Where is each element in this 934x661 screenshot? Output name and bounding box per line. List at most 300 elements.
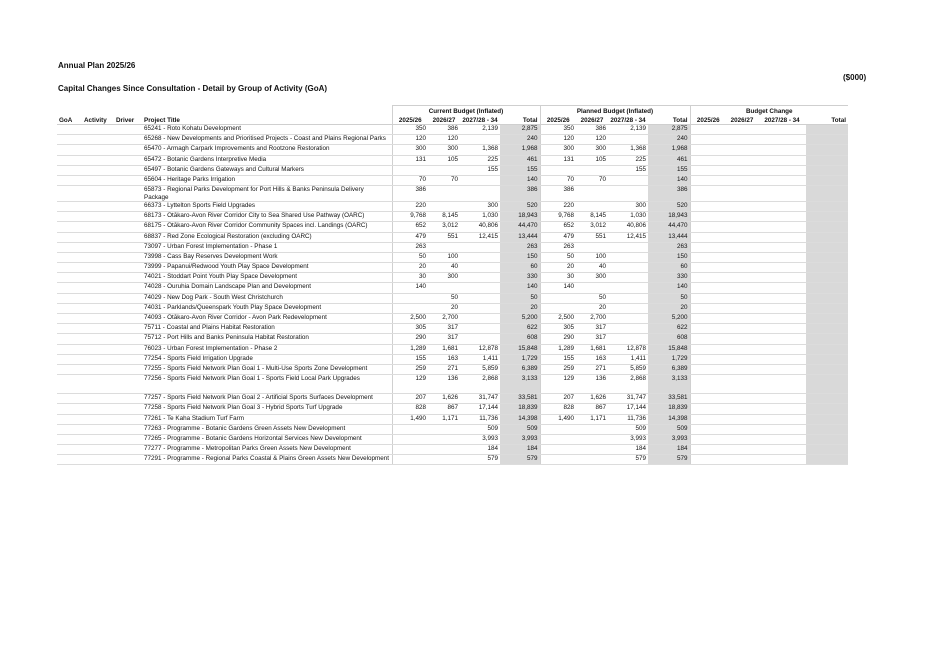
change-total-cell: [806, 364, 848, 374]
change-total-cell: [806, 455, 848, 465]
goa-cell: [57, 273, 82, 283]
planned-2025-26-cell: 2,500: [540, 314, 576, 324]
goa-cell: [57, 125, 82, 135]
current-2025-26-cell: 155: [392, 354, 428, 364]
planned-2026-27-cell: 317: [576, 334, 608, 344]
driver-cell: [114, 354, 142, 364]
current-2025-26-cell: 140: [392, 283, 428, 293]
current-2025-26-cell: [392, 434, 428, 444]
change-total-cell: [806, 283, 848, 293]
activity-cell: [82, 314, 114, 324]
change-total-cell: [806, 242, 848, 252]
current-2025-26-cell: 652: [392, 222, 428, 232]
table-row: [57, 165, 848, 175]
change-2027-34-cell: [758, 201, 806, 211]
change-2026-27-cell: [726, 334, 758, 344]
driver-cell: [114, 222, 142, 232]
activity-cell: [82, 145, 114, 155]
current-2026-27-cell: 300: [428, 145, 460, 155]
planned-2027-34-cell: 31,747: [608, 394, 648, 404]
current-2026-27-cell: 105: [428, 155, 460, 165]
current-2026-27-cell: 163: [428, 354, 460, 364]
change-total-cell: [806, 165, 848, 175]
planned-2027-34-cell: 2,868: [608, 375, 648, 394]
activity-cell: [82, 324, 114, 334]
change-2027-34-cell: [758, 283, 806, 293]
current-2027-34-cell: 300: [460, 201, 500, 211]
current-total-cell: 579: [500, 455, 540, 465]
planned-2025-26-cell: 131: [540, 155, 576, 165]
activity-cell: [82, 293, 114, 303]
table-row: [57, 283, 848, 293]
planned-2027-34-cell: [608, 334, 648, 344]
planned-total-cell: 1,968: [648, 145, 690, 155]
current-2025-26-cell: 30: [392, 273, 428, 283]
activity-cell: [82, 201, 114, 211]
goa-cell: [57, 165, 82, 175]
change-2026-27-cell: [726, 201, 758, 211]
goa-cell: [57, 293, 82, 303]
planned-2027-34-cell: [608, 242, 648, 252]
activity-cell: [82, 404, 114, 414]
planned-2027-34-cell: 40,806: [608, 222, 648, 232]
project-title-cell: 77265 - Programme - Botanic Gardens Horizontal Services New Development: [142, 434, 392, 444]
change-2025-26-cell: [690, 145, 726, 155]
change-2026-27-cell: [726, 155, 758, 165]
change-2025-26-cell: [690, 201, 726, 211]
driver-cell: [114, 414, 142, 424]
planned-2027-34-cell: [608, 175, 648, 185]
driver-cell: [114, 212, 142, 222]
planned-2027-34-cell: [608, 252, 648, 262]
activity-cell: [82, 155, 114, 165]
planned-total-cell: 140: [648, 175, 690, 185]
table-row: [57, 314, 848, 324]
change-2027-34-cell: [758, 414, 806, 424]
planned-2027-34-cell: 11,736: [608, 414, 648, 424]
planned-2026-27-cell: 3,012: [576, 222, 608, 232]
planned-2026-27-cell: [576, 434, 608, 444]
change-2027-34-cell: [758, 145, 806, 155]
table-body: [57, 125, 848, 465]
planned-2025-26-cell: 290: [540, 334, 576, 344]
planned-total-cell: 6,389: [648, 364, 690, 374]
current-total-cell: 140: [500, 283, 540, 293]
goa-cell: [57, 242, 82, 252]
col-planned-y1: 2025/26: [540, 115, 576, 125]
planned-2026-27-cell: 300: [576, 273, 608, 283]
change-2027-34-cell: [758, 354, 806, 364]
current-2025-26-cell: 70: [392, 175, 428, 185]
change-2027-34-cell: [758, 364, 806, 374]
change-2026-27-cell: [726, 232, 758, 242]
planned-2025-26-cell: 479: [540, 232, 576, 242]
planned-2026-27-cell: 50: [576, 293, 608, 303]
planned-2026-27-cell: 867: [576, 404, 608, 414]
current-2027-34-cell: 1,411: [460, 354, 500, 364]
project-title-cell: 77255 - Sports Field Network Plan Goal 1 - Multi-Use Sports Zone Development: [142, 364, 392, 374]
project-title-cell: 68173 - Ōtākaro-Avon River Corridor City to Sea Shared Use Pathway (OARC): [142, 212, 392, 222]
project-title-cell: 65873 - Regional Parks Development for Port Hills & Banks Peninsula Delivery Package: [142, 186, 392, 202]
project-title-cell: 77261 - Te Kaha Stadium Turf Farm: [142, 414, 392, 424]
current-2025-26-cell: 290: [392, 334, 428, 344]
activity-cell: [82, 334, 114, 344]
current-total-cell: 240: [500, 135, 540, 145]
current-2027-34-cell: [460, 242, 500, 252]
table-row: [57, 175, 848, 185]
goa-cell: [57, 201, 82, 211]
col-goa: GoA: [57, 115, 82, 125]
report-subtitle: Capital Changes Since Consultation - Detail by Group of Activity (GoA): [58, 84, 328, 93]
planned-2025-26-cell: 155: [540, 354, 576, 364]
table-row: [57, 334, 848, 344]
change-total-cell: [806, 201, 848, 211]
planned-2026-27-cell: 100: [576, 252, 608, 262]
change-total-cell: [806, 314, 848, 324]
current-2026-27-cell: 40: [428, 263, 460, 273]
project-title-cell: 77277 - Programme - Metropolitan Parks Green Assets New Development: [142, 445, 392, 455]
current-2027-34-cell: 12,415: [460, 232, 500, 242]
goa-cell: [57, 394, 82, 404]
col-activity: Activity: [82, 115, 114, 125]
current-2027-34-cell: 12,878: [460, 344, 500, 354]
current-2027-34-cell: [460, 263, 500, 273]
current-total-cell: 20: [500, 303, 540, 313]
change-total-cell: [806, 232, 848, 242]
col-planned-y2: 2026/27: [576, 115, 608, 125]
planned-total-cell: 155: [648, 165, 690, 175]
current-total-cell: 520: [500, 201, 540, 211]
change-2027-34-cell: [758, 242, 806, 252]
activity-cell: [82, 283, 114, 293]
change-total-cell: [806, 135, 848, 145]
goa-cell: [57, 283, 82, 293]
col-current-y2: 2026/27: [428, 115, 460, 125]
current-2026-27-cell: 1,681: [428, 344, 460, 354]
current-2026-27-cell: [428, 434, 460, 444]
change-2025-26-cell: [690, 273, 726, 283]
driver-cell: [114, 394, 142, 404]
current-2025-26-cell: 120: [392, 135, 428, 145]
table-row: [57, 201, 848, 211]
change-2026-27-cell: [726, 303, 758, 313]
current-2025-26-cell: [392, 424, 428, 434]
change-2025-26-cell: [690, 222, 726, 232]
current-2026-27-cell: 317: [428, 324, 460, 334]
planned-2025-26-cell: [540, 424, 576, 434]
current-2027-34-cell: [460, 273, 500, 283]
planned-total-cell: 140: [648, 283, 690, 293]
planned-2026-27-cell: 120: [576, 135, 608, 145]
current-total-cell: 50: [500, 293, 540, 303]
project-title-cell: 68175 - Ōtākaro-Avon River Corridor Community Spaces incl. Landings (OARC): [142, 222, 392, 232]
col-planned-total: Total: [648, 115, 690, 125]
change-total-cell: [806, 394, 848, 404]
change-2026-27-cell: [726, 455, 758, 465]
activity-cell: [82, 242, 114, 252]
planned-2026-27-cell: 1,626: [576, 394, 608, 404]
current-total-cell: 150: [500, 252, 540, 262]
change-2026-27-cell: [726, 212, 758, 222]
current-total-cell: 33,581: [500, 394, 540, 404]
planned-2025-26-cell: [540, 455, 576, 465]
planned-2026-27-cell: 163: [576, 354, 608, 364]
current-2026-27-cell: 867: [428, 404, 460, 414]
change-total-cell: [806, 404, 848, 414]
table-row: [57, 434, 848, 444]
project-title-cell: 65604 - Heritage Parks Irrigation: [142, 175, 392, 185]
current-2025-26-cell: 9,768: [392, 212, 428, 222]
current-2026-27-cell: 70: [428, 175, 460, 185]
current-2026-27-cell: [428, 201, 460, 211]
current-total-cell: 13,444: [500, 232, 540, 242]
driver-cell: [114, 201, 142, 211]
planned-2025-26-cell: 140: [540, 283, 576, 293]
planned-2026-27-cell: 317: [576, 324, 608, 334]
project-title-cell: 77254 - Sports Field Irrigation Upgrade: [142, 354, 392, 364]
goa-cell: [57, 145, 82, 155]
driver-cell: [114, 252, 142, 262]
planned-2026-27-cell: 8,145: [576, 212, 608, 222]
page-title: Annual Plan 2025/26: [58, 61, 136, 70]
table-row: [57, 354, 848, 364]
planned-2027-34-cell: 579: [608, 455, 648, 465]
current-2026-27-cell: 3,012: [428, 222, 460, 232]
activity-cell: [82, 424, 114, 434]
change-2025-26-cell: [690, 155, 726, 165]
planned-total-cell: 18,943: [648, 212, 690, 222]
planned-2027-34-cell: 5,859: [608, 364, 648, 374]
driver-cell: [114, 424, 142, 434]
project-title-cell: 75711 - Coastal and Plains Habitat Restoration: [142, 324, 392, 334]
table-row: [57, 145, 848, 155]
current-2027-34-cell: 40,806: [460, 222, 500, 232]
change-2025-26-cell: [690, 314, 726, 324]
change-total-cell: [806, 375, 848, 394]
change-total-cell: [806, 252, 848, 262]
driver-cell: [114, 283, 142, 293]
change-2025-26-cell: [690, 186, 726, 202]
planned-2025-26-cell: 305: [540, 324, 576, 334]
table-row: [57, 324, 848, 334]
change-total-cell: [806, 175, 848, 185]
current-2025-26-cell: 305: [392, 324, 428, 334]
planned-total-cell: 1,729: [648, 354, 690, 364]
planned-2025-26-cell: 259: [540, 364, 576, 374]
group-header-current: Current Budget (Inflated): [392, 106, 540, 116]
current-total-cell: 5,200: [500, 314, 540, 324]
goa-cell: [57, 263, 82, 273]
current-2025-26-cell: [392, 455, 428, 465]
planned-2027-34-cell: 184: [608, 445, 648, 455]
table-row: [57, 364, 848, 374]
change-total-cell: [806, 293, 848, 303]
change-2025-26-cell: [690, 434, 726, 444]
activity-cell: [82, 165, 114, 175]
planned-2026-27-cell: 1,681: [576, 344, 608, 354]
current-2025-26-cell: 131: [392, 155, 428, 165]
planned-2027-34-cell: [608, 263, 648, 273]
planned-total-cell: 579: [648, 455, 690, 465]
driver-cell: [114, 434, 142, 444]
planned-total-cell: 608: [648, 334, 690, 344]
change-2026-27-cell: [726, 354, 758, 364]
planned-2025-26-cell: 207: [540, 394, 576, 404]
change-2025-26-cell: [690, 324, 726, 334]
activity-cell: [82, 344, 114, 354]
table-row: [57, 273, 848, 283]
project-title-cell: 68837 - Red Zone Ecological Restoration (excluding OARC): [142, 232, 392, 242]
current-2026-27-cell: [428, 445, 460, 455]
planned-2027-34-cell: 155: [608, 165, 648, 175]
current-2027-34-cell: 225: [460, 155, 500, 165]
change-total-cell: [806, 222, 848, 232]
driver-cell: [114, 145, 142, 155]
current-2027-34-cell: 2,868: [460, 375, 500, 394]
project-title-cell: 74028 - Ouruhia Domain Landscape Plan and Development: [142, 283, 392, 293]
table-row: [57, 186, 848, 202]
current-2025-26-cell: 220: [392, 201, 428, 211]
current-total-cell: 18,943: [500, 212, 540, 222]
table-row: [57, 222, 848, 232]
change-2026-27-cell: [726, 273, 758, 283]
planned-2025-26-cell: [540, 165, 576, 175]
planned-2026-27-cell: 136: [576, 375, 608, 394]
planned-2026-27-cell: 300: [576, 145, 608, 155]
current-total-cell: 1,968: [500, 145, 540, 155]
planned-total-cell: 461: [648, 155, 690, 165]
change-2026-27-cell: [726, 375, 758, 394]
change-2026-27-cell: [726, 175, 758, 185]
current-2026-27-cell: 8,145: [428, 212, 460, 222]
planned-2025-26-cell: 1,289: [540, 344, 576, 354]
activity-cell: [82, 222, 114, 232]
planned-total-cell: 386: [648, 186, 690, 202]
change-total-cell: [806, 324, 848, 334]
driver-cell: [114, 375, 142, 394]
planned-2025-26-cell: 50: [540, 252, 576, 262]
activity-cell: [82, 212, 114, 222]
change-2026-27-cell: [726, 263, 758, 273]
project-title-cell: 65470 - Armagh Carpark Improvements and Rootzone Restoration: [142, 145, 392, 155]
current-total-cell: 184: [500, 445, 540, 455]
change-2026-27-cell: [726, 293, 758, 303]
planned-total-cell: 263: [648, 242, 690, 252]
change-2027-34-cell: [758, 125, 806, 135]
activity-cell: [82, 273, 114, 283]
planned-2027-34-cell: 17,144: [608, 404, 648, 414]
planned-2027-34-cell: [608, 273, 648, 283]
project-title-cell: 65497 - Botanic Gardens Gateways and Cultural Markers: [142, 165, 392, 175]
goa-cell: [57, 186, 82, 202]
planned-2025-26-cell: [540, 445, 576, 455]
goa-cell: [57, 334, 82, 344]
change-2025-26-cell: [690, 303, 726, 313]
current-2025-26-cell: 828: [392, 404, 428, 414]
current-total-cell: 18,839: [500, 404, 540, 414]
change-2026-27-cell: [726, 434, 758, 444]
change-2026-27-cell: [726, 135, 758, 145]
current-2027-34-cell: 3,993: [460, 434, 500, 444]
driver-cell: [114, 273, 142, 283]
table-row: [57, 242, 848, 252]
planned-2027-34-cell: [608, 303, 648, 313]
goa-cell: [57, 175, 82, 185]
table-row: [57, 394, 848, 404]
current-2026-27-cell: [428, 455, 460, 465]
planned-total-cell: 50: [648, 293, 690, 303]
change-2027-34-cell: [758, 293, 806, 303]
change-2026-27-cell: [726, 364, 758, 374]
planned-2027-34-cell: [608, 283, 648, 293]
planned-2025-26-cell: 386: [540, 186, 576, 202]
change-2025-26-cell: [690, 404, 726, 414]
change-2027-34-cell: [758, 324, 806, 334]
planned-2027-34-cell: 1,411: [608, 354, 648, 364]
col-change-y2: 2026/27: [726, 115, 758, 125]
goa-cell: [57, 434, 82, 444]
goa-cell: [57, 252, 82, 262]
change-2025-26-cell: [690, 283, 726, 293]
goa-cell: [57, 222, 82, 232]
activity-cell: [82, 354, 114, 364]
planned-2027-34-cell: [608, 314, 648, 324]
activity-cell: [82, 455, 114, 465]
activity-cell: [82, 232, 114, 242]
current-2026-27-cell: 120: [428, 135, 460, 145]
current-2025-26-cell: [392, 445, 428, 455]
planned-2025-26-cell: [540, 293, 576, 303]
current-2025-26-cell: 259: [392, 364, 428, 374]
driver-cell: [114, 334, 142, 344]
change-2025-26-cell: [690, 175, 726, 185]
col-change-total: Total: [806, 115, 848, 125]
current-2027-34-cell: [460, 324, 500, 334]
table-row: [57, 375, 848, 394]
planned-2027-34-cell: [608, 324, 648, 334]
change-total-cell: [806, 334, 848, 344]
change-2027-34-cell: [758, 155, 806, 165]
project-title-cell: 65472 - Botanic Gardens Interpretive Media: [142, 155, 392, 165]
change-2025-26-cell: [690, 364, 726, 374]
planned-2026-27-cell: [576, 455, 608, 465]
change-2025-26-cell: [690, 263, 726, 273]
project-title-cell: 66373 - Lyttelton Sports Field Upgrades: [142, 201, 392, 211]
project-title-cell: 73998 - Cass Bay Reserves Development Work: [142, 252, 392, 262]
planned-total-cell: 5,200: [648, 314, 690, 324]
planned-2027-34-cell: 12,878: [608, 344, 648, 354]
units-label: ($000): [843, 73, 867, 82]
change-total-cell: [806, 186, 848, 202]
goa-cell: [57, 455, 82, 465]
planned-2027-34-cell: [608, 135, 648, 145]
change-2027-34-cell: [758, 273, 806, 283]
driver-cell: [114, 263, 142, 273]
current-total-cell: 509: [500, 424, 540, 434]
planned-total-cell: 33,581: [648, 394, 690, 404]
planned-2026-27-cell: 271: [576, 364, 608, 374]
change-2025-26-cell: [690, 354, 726, 364]
goa-cell: [57, 155, 82, 165]
activity-cell: [82, 434, 114, 444]
current-2026-27-cell: 551: [428, 232, 460, 242]
driver-cell: [114, 232, 142, 242]
change-2027-34-cell: [758, 212, 806, 222]
change-total-cell: [806, 212, 848, 222]
planned-2027-34-cell: 509: [608, 424, 648, 434]
planned-2026-27-cell: [576, 445, 608, 455]
current-2027-34-cell: 1,368: [460, 145, 500, 155]
